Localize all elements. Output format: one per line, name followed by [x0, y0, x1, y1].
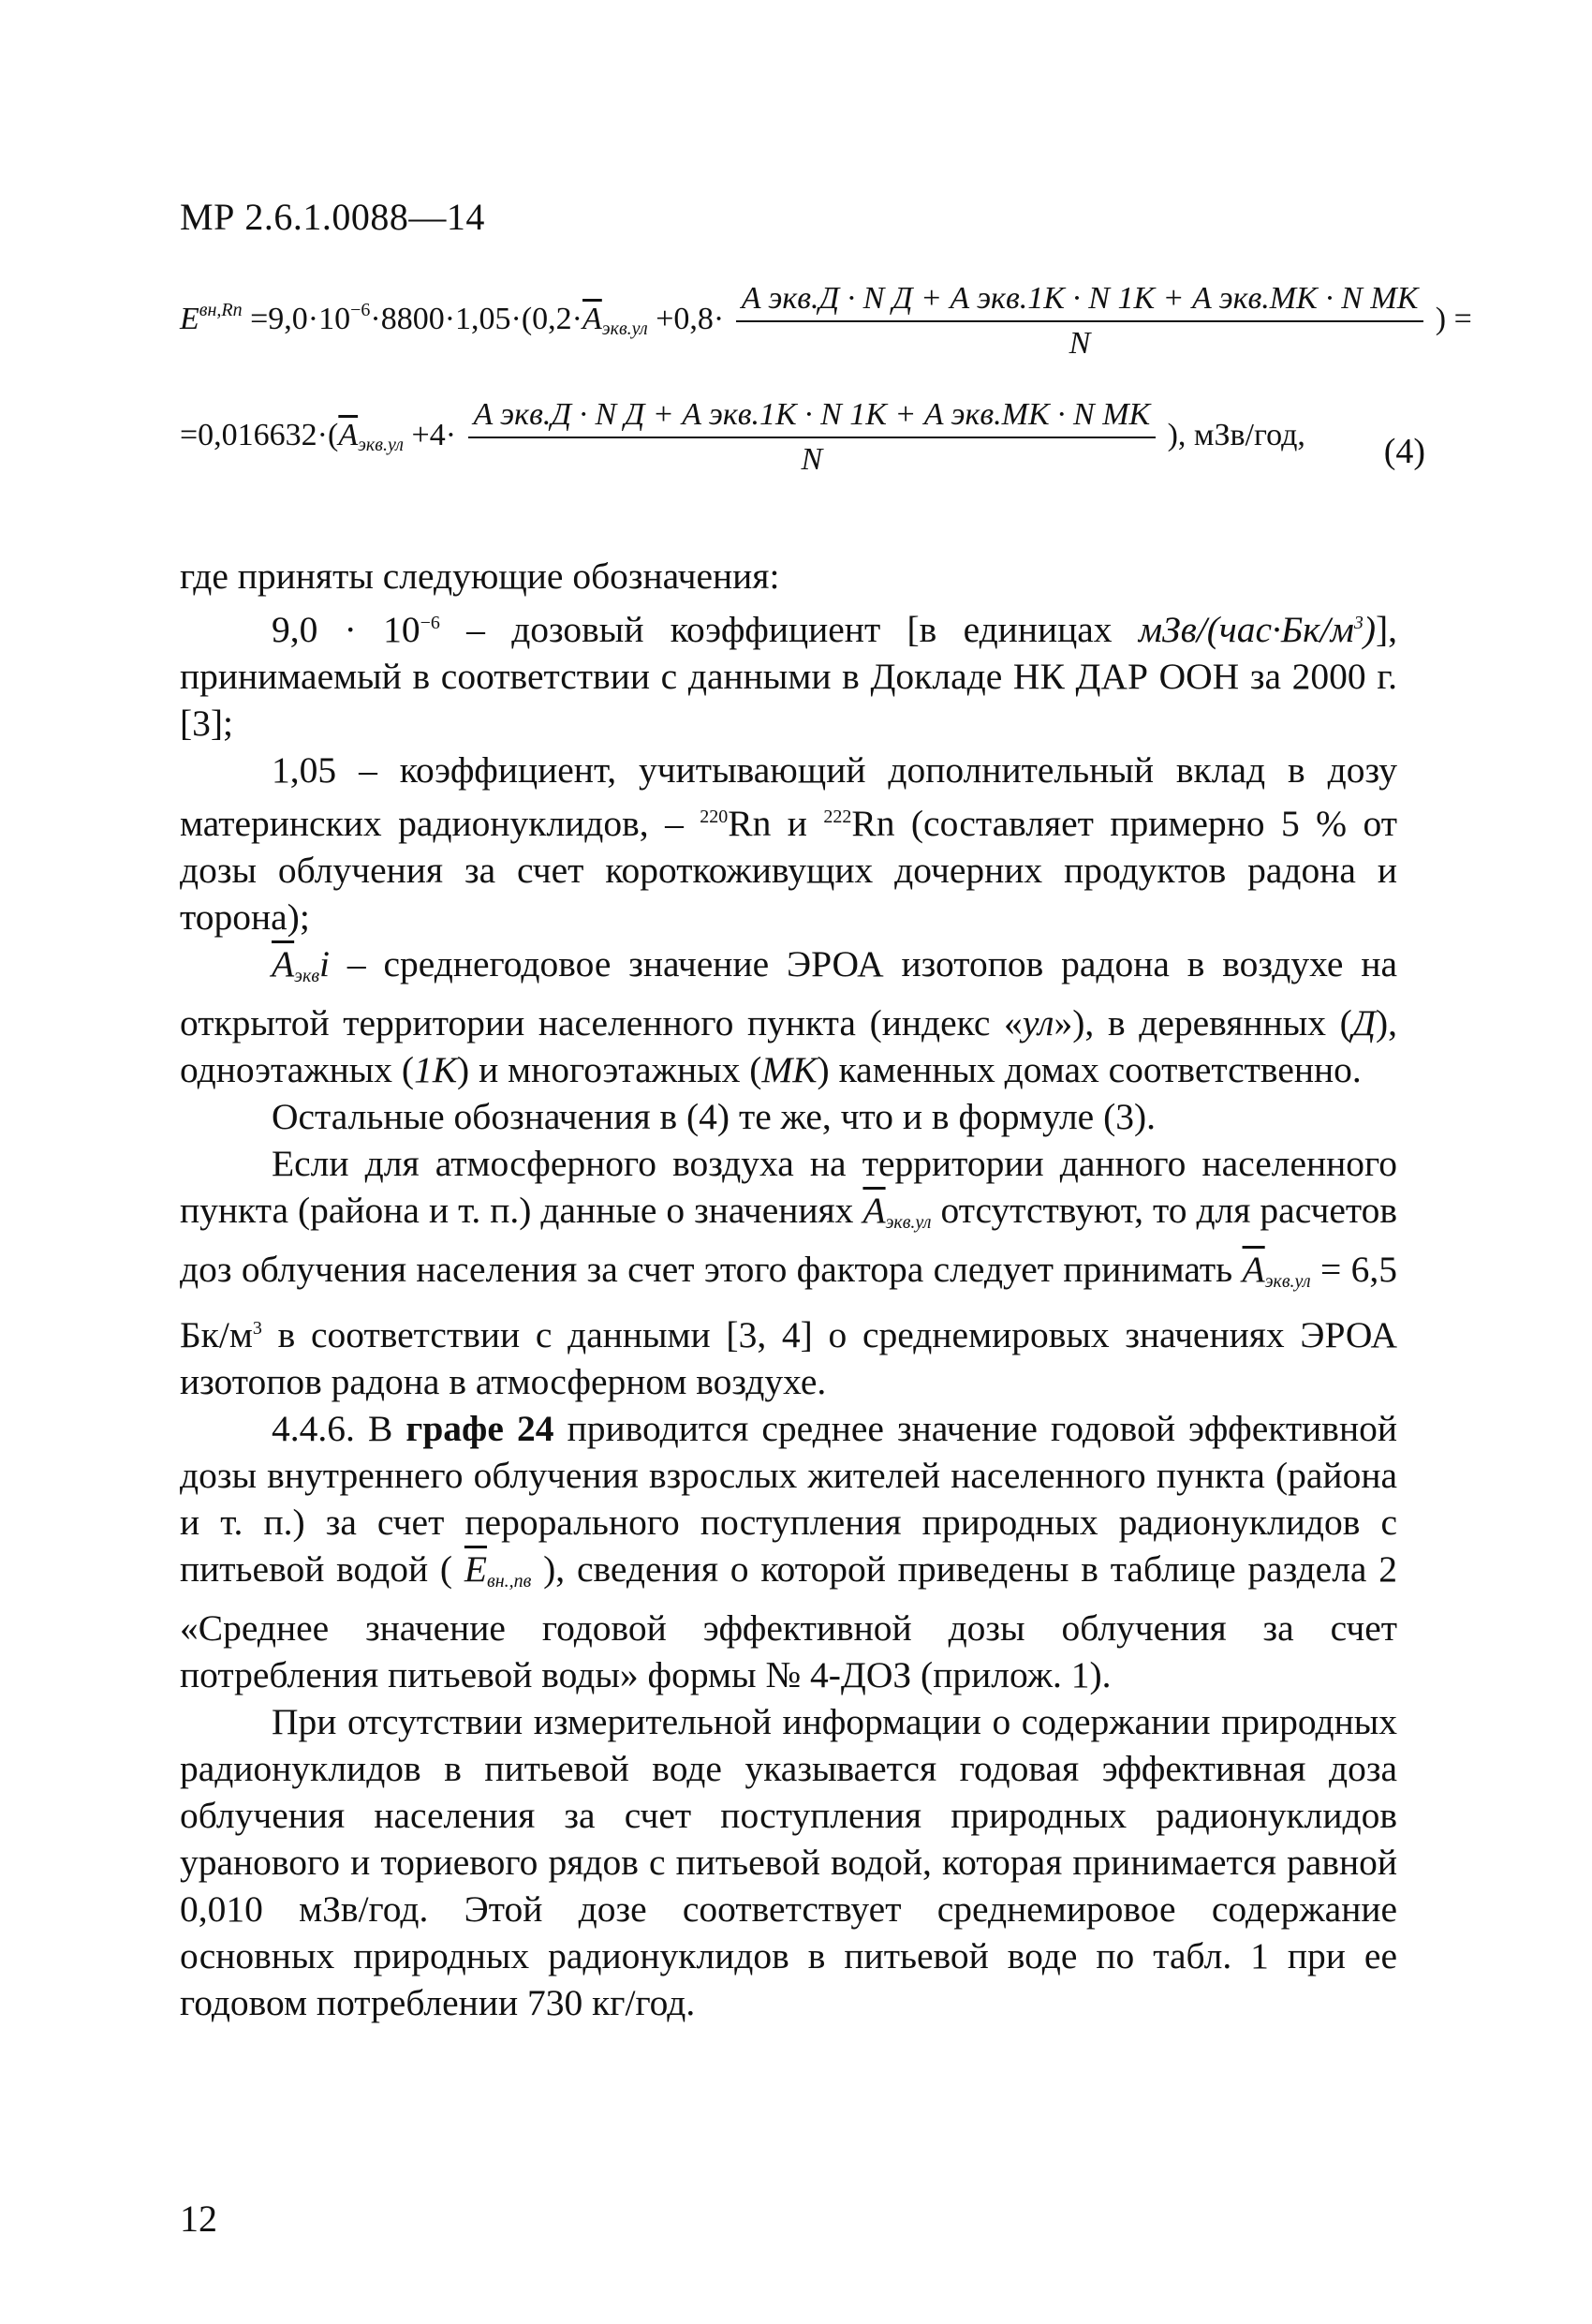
paragraph-446: [180, 1405, 1397, 1698]
def2-text-a: 1,05 – коэффициент, учитывающий дополнительный вклад в дозу материнских радионуклидов, –: [180, 749, 1397, 844]
fraction-numerator-2: A экв.Д · N Д + A экв.1К · N 1К + A экв.МК · N МК: [468, 397, 1157, 438]
def3-d: Д: [1351, 1002, 1376, 1044]
p446-b: приводится среднее значение годовой эффективной дозы внутреннего облучения взрослых жителей населенного пункта (района и т. п.) за счет перорального поступления природных радионуклидов с питьевой водой (: [180, 1408, 1397, 1590]
def3-mk: МК: [761, 1049, 818, 1090]
definition-aeqv: [180, 940, 1397, 1093]
def1-units: мЗв/(час·Бк/м: [1138, 609, 1354, 650]
para-if-exp: 3: [252, 1318, 262, 1339]
formula-lhs: E: [180, 301, 199, 336]
paragraph-other: Остальные обозначения в (4) те же, что и в формуле (3).: [272, 1096, 1157, 1137]
p446-sym: $\overline{E}$: [464, 1548, 488, 1590]
def1-units-exp: 3: [1353, 613, 1364, 633]
def3-ul: ул: [1022, 1002, 1054, 1044]
def3-symbol: $\overline{A}$: [272, 943, 295, 984]
para-if-d: в соответствии с данными [3, 4] о среднемировых значениях ЭРОА изотопов радона в атмосферном воздухе.: [180, 1314, 1397, 1402]
def1-value: 9,0 · 10: [272, 609, 420, 650]
formula-a-ul: $\overline{A}$: [582, 301, 602, 336]
body-text: [180, 553, 1397, 2026]
def3-i: i: [319, 943, 330, 984]
def3-text-e: ) каменных домах соответственно.: [817, 1049, 1362, 1090]
page-number: 12: [180, 2198, 217, 2240]
def1-units-end: ): [1363, 609, 1376, 650]
def3-text-c: ), одноэтажных (: [180, 1002, 1398, 1090]
p446-c: ), сведения о которой приведены в таблице раздела 2 «Среднее значение годовой эффективной дозы облучения за счет потребления питьевой воды» формы № 4-ДОЗ (прилож. 1).: [180, 1548, 1397, 1695]
formula-mid: ·8800·1,05·(0,2·: [370, 301, 583, 336]
formula-line2-start: =0,016632·(: [180, 417, 339, 452]
fraction-denominator: N: [1069, 326, 1091, 361]
def3-text-a: – среднегодовое значение ЭРОА изотопов радона в воздухе на открытой территории населенного пункта (индекс «: [180, 943, 1397, 1044]
formula-a-ul-sub-2: экв.ул: [358, 434, 405, 455]
para-if-c: = 6,5 Бк/м: [180, 1249, 1397, 1355]
para-if-b: отсутствуют, то для расчетов доз облучения населения за счет этого фактора следует принимать: [180, 1190, 1397, 1290]
formula-line1-end: ) =: [1435, 301, 1472, 336]
intro-line: где приняты следующие обозначения:: [180, 555, 780, 597]
para-if-a: Если для атмосферного воздуха на территории данного населенного пункта (района и т. п.) данные о значениях: [180, 1143, 1397, 1231]
para-if-sub-2: экв.ул: [1264, 1271, 1311, 1292]
para-if-sub: экв.ул: [885, 1212, 932, 1233]
definition-105: [180, 747, 1397, 940]
paragraph-absent: При отсутствии измерительной информации о содержании природных радионуклидов в питьевой воде указывается годовая эффективная доза облучения населения за счет поступления природных радионуклидов уранового и ториевого рядов с питьевой водой, которая принимается равной 0,010 мЗв/год. Этой дозе соответствует среднемировое содержание основных природных радионуклидов в питьевой воде по табл. 1 при ее годовом потреблении 730 кг/год.: [180, 1701, 1397, 2023]
formula-fraction-2: [468, 397, 1157, 478]
def2-iso1: 220: [700, 807, 729, 827]
formula-exp: −6: [350, 299, 371, 320]
para-if-sym-2: $\overline{A}$: [1242, 1249, 1265, 1290]
para-if-sym: $\overline{A}$: [862, 1190, 886, 1231]
p446-bold: графе 24: [405, 1408, 554, 1449]
formula-line2-end: ), мЗв/год,: [1167, 417, 1305, 452]
formula-a-ul-2: $\overline{A}$: [338, 417, 359, 452]
formula-fraction-1: [736, 281, 1424, 362]
def3-text-d: ) и многоэтажных (: [457, 1049, 762, 1090]
def1-text-a: – дозовый коэффициент [в единицах: [439, 609, 1139, 650]
formula-plus: +0,8·: [647, 301, 725, 336]
def3-text-b: »), в деревянных (: [1054, 1002, 1352, 1044]
formula-line-1: [180, 281, 1472, 362]
def3-1k: 1К: [414, 1049, 458, 1090]
formula-lhs-sup: вн,Rn: [199, 299, 243, 320]
equation-number: (4): [1383, 432, 1425, 471]
fraction-numerator: A экв.Д · N Д + A экв.1К · N 1К + A экв.МК · N МК: [736, 281, 1424, 322]
def2-rn1: Rn и: [728, 803, 824, 844]
def2-iso2: 222: [823, 807, 852, 827]
def2-text-b: Rn (составляет примерно 5 % от дозы облучения за счет короткоживущих дочерних продуктов радона и торона);: [180, 803, 1397, 938]
def3-sub: экв: [294, 966, 319, 986]
def1-text-b: ], принимаемый в соответствии с данными в Докладе НК ДАР ООН за 2000 г. [3];: [180, 609, 1397, 744]
paragraph-if: [180, 1140, 1397, 1405]
p446-sub: вн.,пв: [487, 1571, 532, 1591]
definition-coefficient: [180, 600, 1397, 747]
formula-line-2: [180, 397, 1305, 478]
fraction-denominator-2: N: [801, 442, 823, 477]
p446-a: 4.4.6. В: [272, 1408, 406, 1449]
formula-plus-2: +4·: [404, 417, 457, 452]
def1-exp: −6: [420, 613, 440, 633]
formula-coef: =9,0·10: [250, 301, 351, 336]
formula-a-ul-sub: экв.ул: [601, 318, 648, 339]
document-code: МР 2.6.1.0088—14: [180, 196, 485, 238]
